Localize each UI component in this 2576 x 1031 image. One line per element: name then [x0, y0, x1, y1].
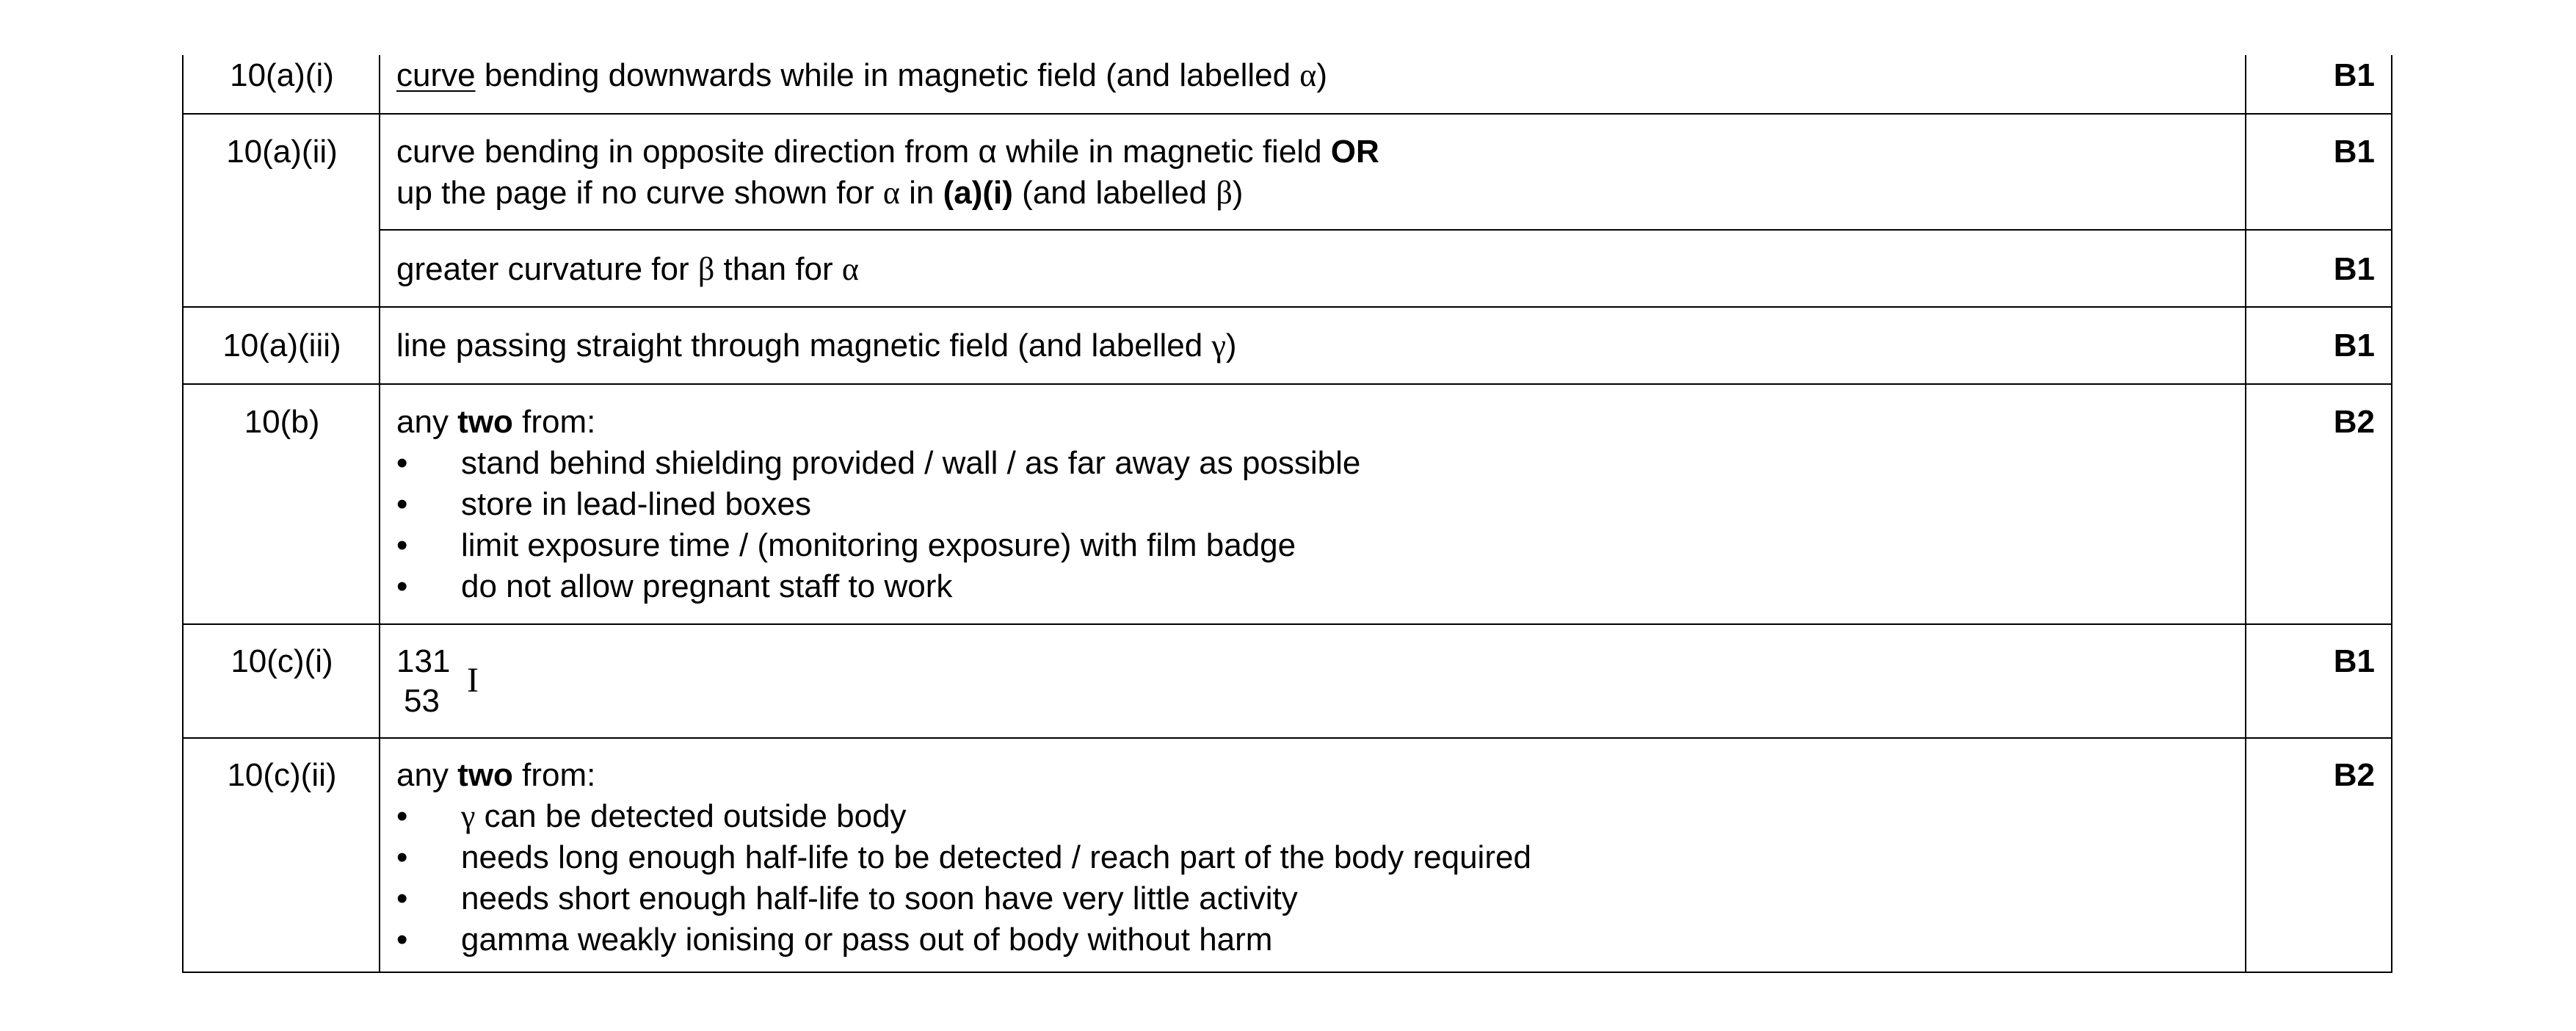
answer-text-part: line passing straight through magnetic field (and labelled	[396, 328, 1212, 363]
answer-text-part: greater curvature for	[396, 251, 698, 287]
answer-text-part: up the page if no curve shown for	[396, 175, 883, 211]
answer-text-part: in	[899, 175, 943, 211]
answer-text	[396, 249, 859, 290]
bullet-icon: •	[396, 880, 408, 916]
row-divider	[184, 623, 2391, 625]
mark-value: B1	[2333, 57, 2375, 93]
greek-beta: β	[1216, 175, 1233, 211]
mark-value: B1	[2333, 643, 2375, 679]
bullet-icon: •	[396, 839, 408, 875]
bullet-list	[396, 443, 1360, 607]
question-number: 10(c)(i)	[231, 643, 333, 679]
underlined-keyword: curve	[396, 57, 476, 93]
question-number: 10(a)(iii)	[222, 328, 341, 363]
row-divider	[184, 113, 2391, 115]
answer-text	[396, 402, 1360, 607]
answer-text	[396, 55, 1327, 96]
bullet-icon: •	[396, 568, 408, 604]
answer-text-part: bending downwards while in magnetic field (and labelled	[475, 57, 1300, 93]
greek-gamma: γ	[461, 798, 476, 834]
mark-scheme-table	[182, 55, 2392, 973]
answer-text	[396, 641, 492, 734]
bullet-icon: •	[396, 486, 408, 522]
question-number: 10(a)(ii)	[226, 134, 338, 170]
list-item-text: gamma weakly ionising or pass out of body without harm	[461, 922, 1273, 958]
answer-text	[396, 131, 1379, 214]
answer-text-part: )	[1232, 175, 1244, 211]
list-item	[396, 443, 1360, 484]
greek-gamma: γ	[1211, 328, 1226, 363]
row-divider	[184, 383, 2391, 385]
question-number: 10(a)(i)	[230, 57, 334, 93]
list-item-text: limit exposure time / (monitoring exposure) with film badge	[461, 527, 1296, 563]
answer-text-part: any	[396, 404, 458, 440]
list-item	[396, 919, 1531, 961]
row-divider	[184, 306, 2391, 308]
mark-value: B1	[2333, 134, 2375, 170]
greek-alpha: α	[1299, 57, 1317, 93]
bold-keyword: two	[457, 404, 513, 440]
answer-text-part: )	[1225, 328, 1237, 363]
mark-value: B2	[2333, 404, 2375, 440]
column-divider-question	[379, 55, 380, 972]
column-divider-marks	[2245, 55, 2246, 972]
answer-text-part: than for	[714, 251, 842, 287]
list-item	[396, 525, 1360, 566]
answer-text	[396, 325, 1237, 366]
bullet-list	[396, 796, 1531, 961]
greek-alpha: α	[841, 251, 859, 287]
bullet-icon: •	[396, 922, 408, 958]
question-number: 10(c)(ii)	[227, 757, 337, 793]
list-item-text: needs short enough half-life to soon have very little activity	[461, 880, 1298, 916]
answer-text-part: from:	[512, 404, 596, 440]
bullet-icon: •	[396, 527, 408, 563]
bullet-icon: •	[396, 798, 408, 834]
answer-text-part: curve bending in opposite direction from α while in magnetic field	[396, 134, 1331, 170]
answer-line	[396, 173, 1379, 214]
list-item-text: can be detected outside body	[475, 798, 907, 834]
question-number: 10(b)	[244, 404, 320, 440]
list-item-text: needs long enough half-life to be detected / reach part of the body required	[461, 839, 1531, 875]
nuclide-notation	[396, 641, 492, 723]
answer-text-part: (and labelled	[1012, 175, 1216, 211]
list-item	[396, 878, 1531, 919]
mark-value: B2	[2333, 757, 2375, 793]
list-item	[396, 837, 1531, 878]
bullet-icon: •	[396, 445, 408, 481]
atomic-number: 53	[404, 683, 440, 719]
mark-value: B1	[2333, 251, 2375, 287]
answer-line	[396, 131, 1379, 173]
list-item	[396, 484, 1360, 525]
mass-number: 131	[396, 643, 451, 679]
mark-value: B1	[2333, 328, 2375, 363]
list-item	[396, 566, 1360, 607]
row-divider	[379, 229, 2391, 231]
bold-keyword: two	[457, 757, 513, 793]
row-divider	[184, 737, 2391, 739]
answer-text-part: from:	[512, 757, 596, 793]
answer-text	[396, 755, 1531, 961]
list-item-text: do not allow pregnant staff to work	[461, 568, 953, 604]
greek-beta: β	[697, 251, 715, 287]
list-item-text: store in lead-lined boxes	[461, 486, 811, 522]
list-item	[396, 796, 1531, 837]
answer-text-part: )	[1316, 57, 1327, 93]
bold-keyword: OR	[1330, 134, 1379, 170]
answer-intro	[396, 402, 1360, 443]
list-item-text: stand behind shielding provided / wall / as far away as possible	[461, 445, 1361, 481]
element-symbol: I	[467, 661, 479, 700]
answer-text-part: any	[396, 757, 458, 793]
bold-reference: (a)(i)	[943, 175, 1013, 211]
greek-alpha: α	[882, 175, 900, 211]
answer-intro	[396, 755, 1531, 796]
